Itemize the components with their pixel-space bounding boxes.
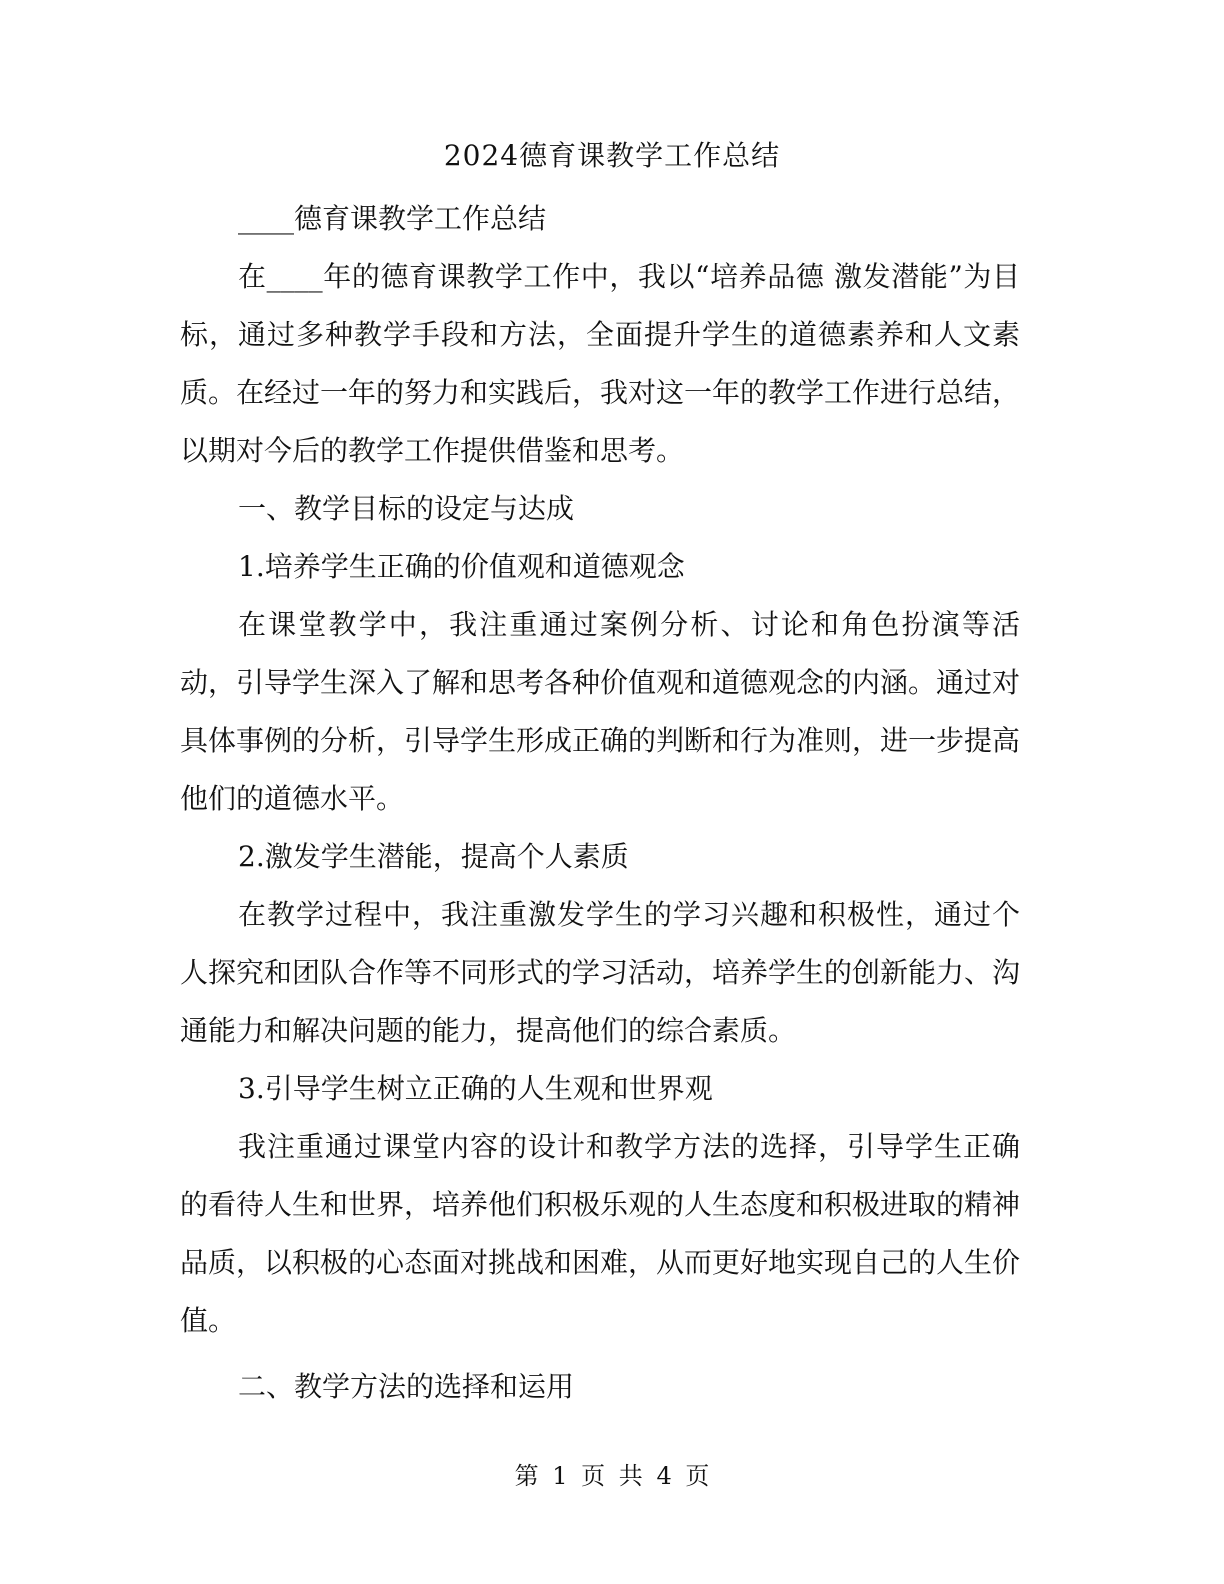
body-paragraph: 我注重通过课堂内容的设计和教学方法的选择，引导学生正确的看待人生和世界，培养他们积极乐观的人生态度和积极进取的精神品质，以积极的心态面对挑战和困难，从而更好地实现自己的人生价值。 <box>180 1130 1021 1337</box>
body-paragraph: 在教学过程中，我注重激发学生的学习兴趣和积极性，通过个人探究和团队合作等不同形式的学习活动，培养学生的创新能力、沟通能力和解决问题的能力，提高他们的综合素质。 <box>180 898 1021 1047</box>
document-body <box>180 190 1020 1416</box>
subheading-1-1: 1.培养学生正确的价值观和道德观念 <box>238 550 685 583</box>
body-paragraph: 在课堂教学中，我注重通过案例分析、讨论和角色扮演等活动，引导学生深入了解和思考各种价值观和道德观念的内涵。通过对具体事例的分析，引导学生形成正确的判断和行为准则，进一步提高他们的道德水平。 <box>180 608 1021 815</box>
subheading-1-3: 3.引导学生树立正确的人生观和世界观 <box>238 1072 713 1105</box>
section-heading-2: 二、教学方法的选择和运用 <box>238 1370 575 1403</box>
intro-paragraph: 在____年的德育课教学工作中，我以“培养品德 激发潜能”为目标，通过多种教学手段和方法，全面提升学生的道德素养和人文素质。在经过一年的努力和实践后，我对这一年的教学工作进行总结，以期对今后的教学工作提供借鉴和思考。 <box>180 260 1021 467</box>
subheading-1-2: 2.激发学生潜能，提高个人素质 <box>238 840 629 873</box>
section-heading-1: 一、教学目标的设定与达成 <box>238 492 575 525</box>
page-footer: 第 1 页 共 4 页 <box>514 1462 710 1490</box>
subtitle-paragraph: ____德育课教学工作总结 <box>238 202 547 235</box>
document-title: 2024德育课教学工作总结 <box>443 139 781 172</box>
